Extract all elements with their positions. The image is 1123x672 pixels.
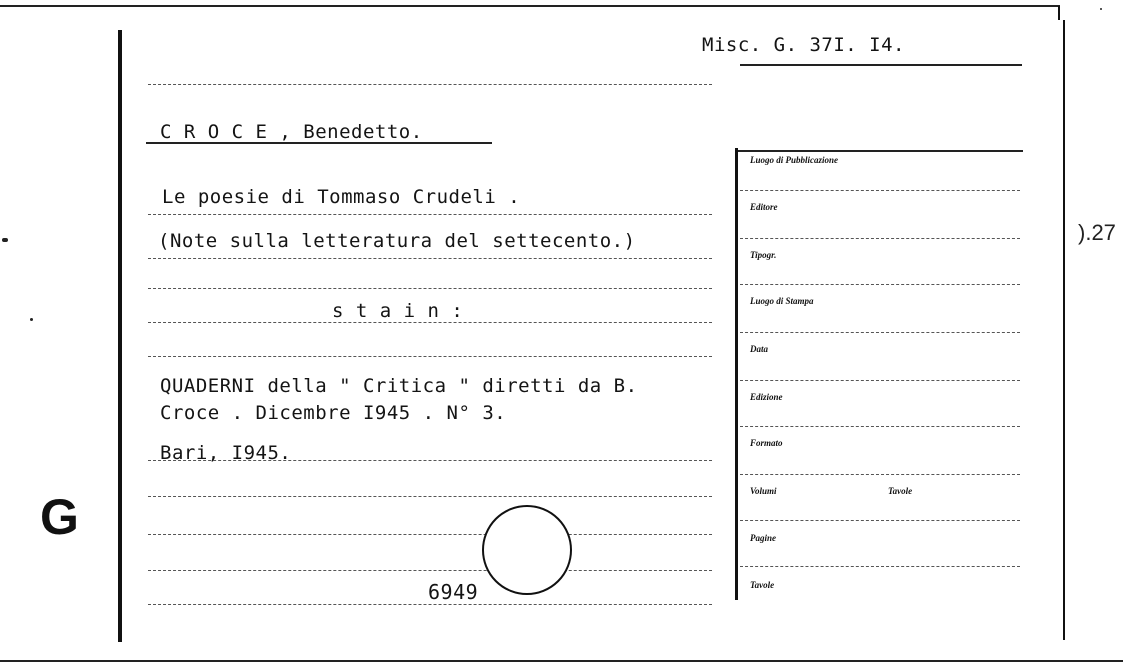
title-line-1: Le poesie di Tommaso Crudeli . <box>162 186 521 208</box>
margin-fragment: ).27 <box>1078 220 1116 245</box>
library-stamp-circle <box>482 505 572 595</box>
punch-mark <box>2 238 8 242</box>
card-right-edge <box>1063 20 1065 640</box>
field-pagine: Pagine <box>750 533 776 543</box>
form-rule <box>740 566 1020 567</box>
rule-line <box>148 570 712 571</box>
punch-mark <box>30 318 33 321</box>
field-luogo-pubblicazione: Luogo di Pubblicazione <box>750 155 839 165</box>
punch-mark <box>1100 8 1102 10</box>
field-data: Data <box>750 344 768 354</box>
form-top-line <box>738 150 1023 152</box>
field-tipografia: Tipogr. <box>750 250 777 260</box>
form-rule <box>740 332 1020 333</box>
field-tavole: Tavole <box>750 580 775 590</box>
call-number-underline <box>740 64 1022 66</box>
sta-in-label: s t a i n : <box>332 300 464 322</box>
form-rule <box>740 474 1020 475</box>
field-formato: Formato <box>750 438 783 448</box>
form-left-line <box>735 148 738 600</box>
rule-line <box>148 604 712 605</box>
rule-line <box>148 214 712 215</box>
source-line-1: QUADERNI della " Critica " diretti da B. <box>160 375 638 397</box>
author-name: C R O C E , Benedetto. <box>160 121 423 143</box>
form-rule <box>740 238 1020 239</box>
form-rule <box>740 380 1020 381</box>
rule-line <box>148 258 712 259</box>
card-left-margin-line <box>118 30 122 642</box>
rule-line <box>148 496 712 497</box>
card-top-edge <box>0 5 1060 7</box>
form-rule <box>740 520 1020 521</box>
rule-line <box>148 460 712 461</box>
source-line-3: Bari, I945. <box>160 442 292 464</box>
rule-line <box>148 356 712 357</box>
author-underline <box>146 142 492 144</box>
field-editore: Editore <box>750 202 778 212</box>
form-rule <box>740 284 1020 285</box>
card-corner <box>1058 6 1060 20</box>
field-edizione: Edizione <box>750 392 783 402</box>
field-volumi: Volumi <box>750 486 777 496</box>
margin-letter: G <box>40 489 79 545</box>
rule-line <box>148 288 712 289</box>
call-number: Misc. G. 37I. I4. <box>702 34 905 56</box>
rule-line <box>148 534 712 535</box>
source-line-2: Croce . Dicembre I945 . N° 3. <box>160 402 507 424</box>
field-luogo-stampa: Luogo di Stampa <box>750 296 814 306</box>
rule-line <box>148 84 712 85</box>
rule-line <box>148 322 712 323</box>
title-line-2: (Note sulla letteratura del settecento.) <box>158 230 636 252</box>
card-bottom-edge <box>0 660 1123 662</box>
field-tavole-volumi: Tavole <box>888 486 913 496</box>
inventory-number: 6949 <box>428 580 479 604</box>
form-rule <box>740 190 1020 191</box>
form-rule <box>740 426 1020 427</box>
